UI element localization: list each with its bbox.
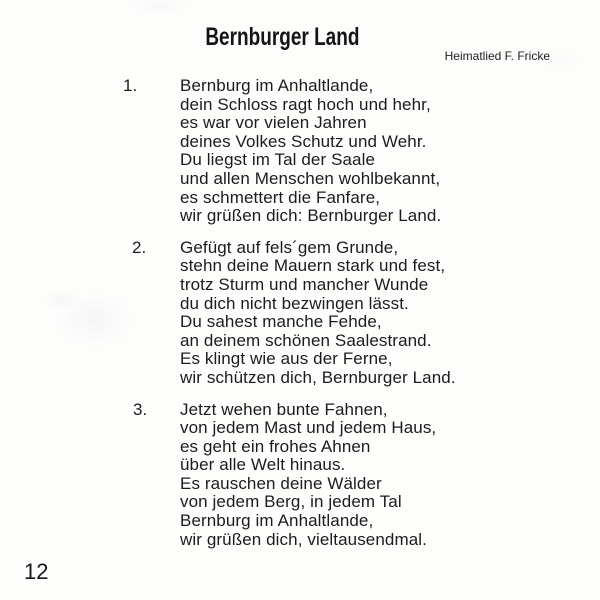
verse-2: [0, 239, 600, 388]
verse-line: Bernburg im Anhaltlande,: [180, 76, 374, 95]
verse-3: [0, 401, 600, 550]
verse-line: und allen Menschen wohlbekannt,: [180, 168, 441, 188]
verse-line: es schmettert die Fanfare,: [180, 187, 381, 207]
verse-lines: [180, 77, 600, 226]
verse-line: wir grüßen dich, vieltausendmal.: [180, 529, 427, 549]
page-number: 12: [24, 559, 49, 584]
verse-number: 2.: [132, 237, 147, 257]
verse-line: wir schützen dich, Bernburger Land.: [180, 367, 456, 387]
verse-list: [0, 77, 600, 549]
page-title: [0, 22, 565, 52]
verse-line: Es rauschen deine Wälder: [180, 473, 382, 493]
verse-1: [0, 77, 600, 226]
verse-line: von jedem Berg, in jedem Tal: [180, 492, 402, 512]
verse-line: Bernburg im Anhaltlande,: [180, 511, 374, 531]
verse-line: deines Volkes Schutz und Wehr.: [180, 131, 427, 151]
verse-lines: [180, 239, 600, 388]
verse-lines: [180, 401, 600, 550]
verse-line: Gefügt auf fels´gem Grunde,: [180, 237, 399, 257]
verse-line: dein Schloss ragt hoch und hehr,: [180, 94, 431, 114]
verse-number: 1.: [123, 76, 138, 95]
verse-line: trotz Sturm und mancher Wunde: [180, 274, 429, 294]
verse-line: es geht ein frohes Ahnen: [180, 436, 371, 456]
verse-line: an deinem schönen Saalestrand.: [180, 330, 432, 350]
verse-line: stehn deine Mauern stark und fest,: [180, 256, 446, 276]
verse-number: 3.: [133, 399, 148, 419]
verse-line: wir grüßen dich: Bernburger Land.: [180, 206, 442, 226]
page-title-text: Bernburger Land: [205, 23, 360, 51]
verse-line: Es klingt wie aus der Ferne,: [180, 349, 393, 369]
byline: Heimatlied F. Fricke: [444, 49, 550, 63]
verse-line: Jetzt wehen bunte Fahnen,: [180, 399, 388, 419]
verse-line: es war vor vielen Jahren: [180, 113, 367, 133]
verse-line: Du sahest manche Fehde,: [180, 312, 382, 332]
verse-line: über alle Welt hinaus.: [180, 455, 346, 475]
verse-line: Du liegst im Tal der Saale: [180, 150, 376, 170]
verse-line: du dich nicht bezwingen lässt.: [180, 293, 409, 313]
verse-line: von jedem Mast und jedem Haus,: [180, 418, 437, 438]
